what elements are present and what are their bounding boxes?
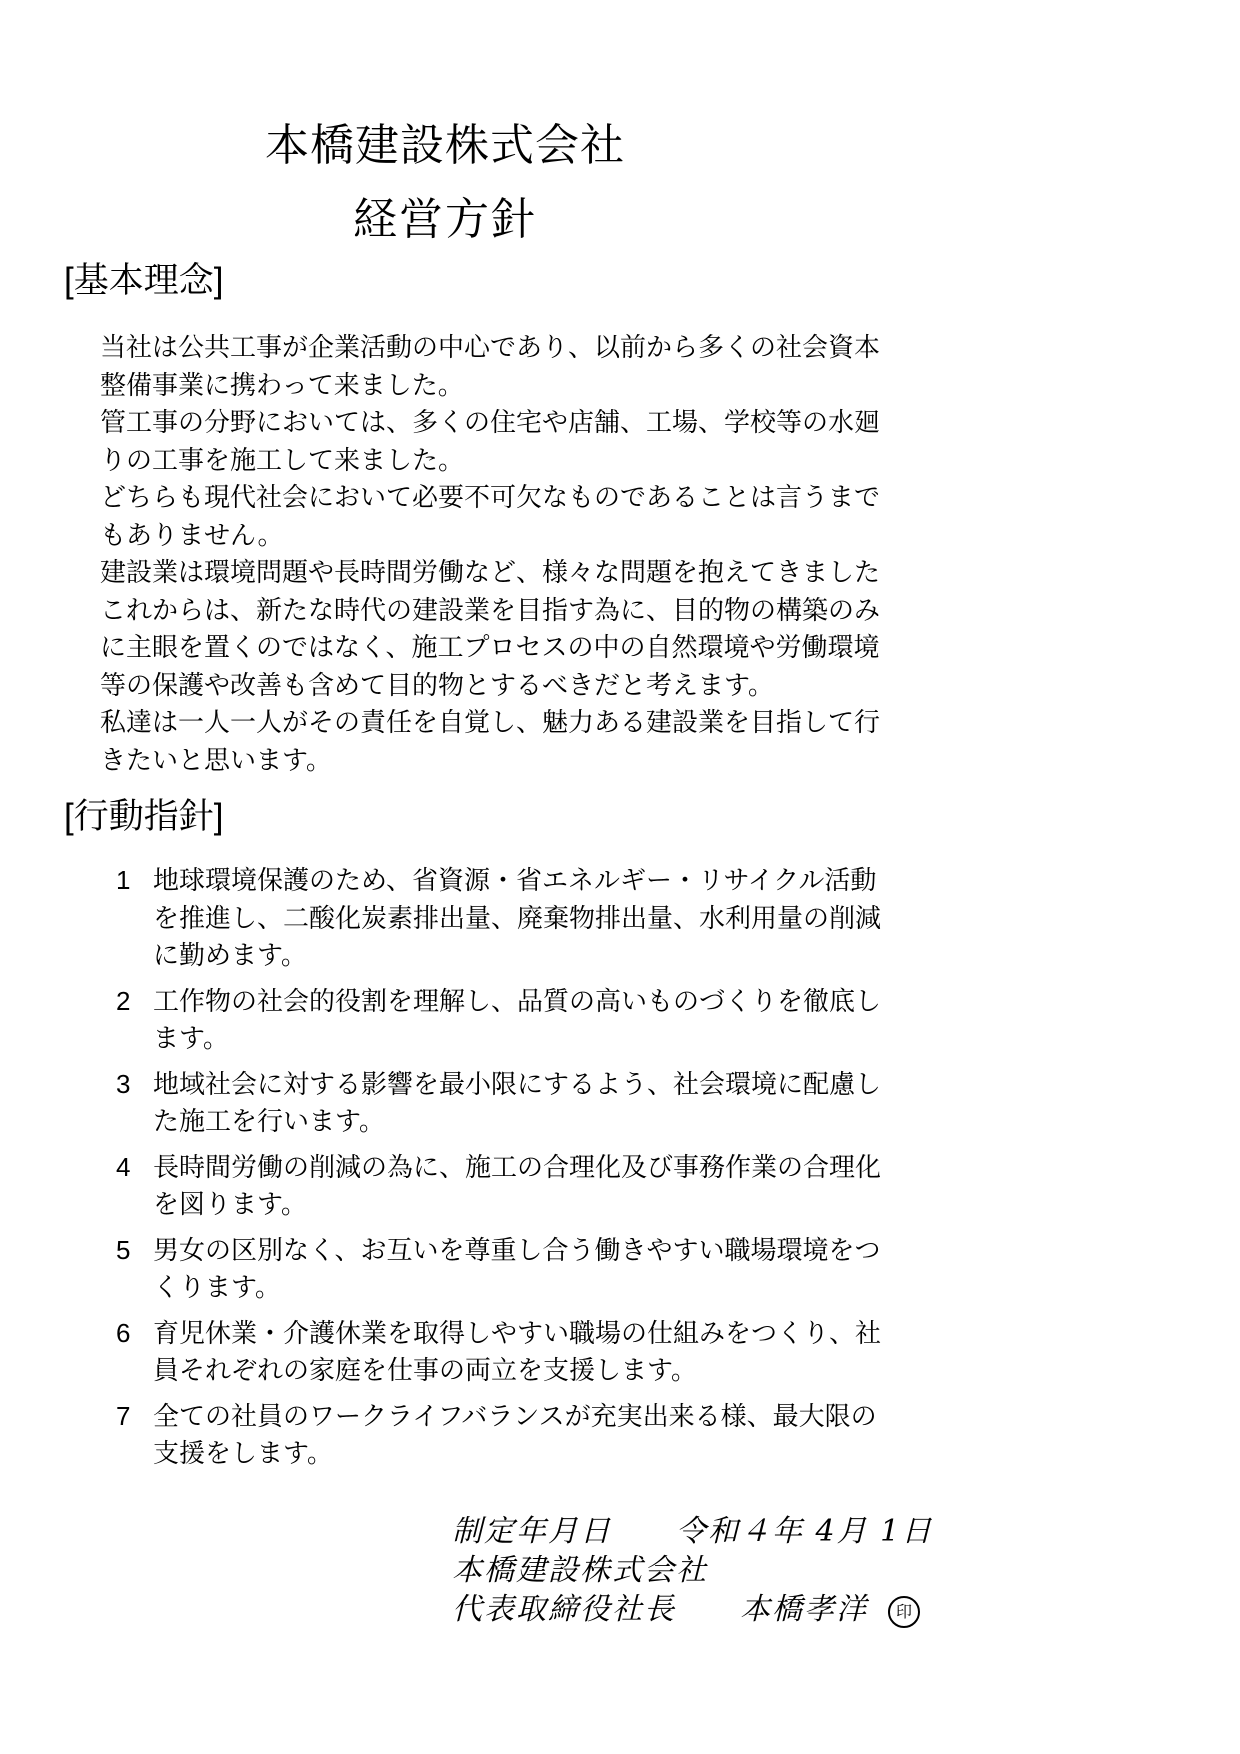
philosophy-line: 建設業は環境問題や長時間労働など、様々な問題を抱えてきました — [100, 557, 881, 587]
philosophy-line: に主眼を置くのではなく、施工プロセスの中の自然環境や労働環境 — [100, 632, 880, 662]
item-line: 育児休業・介護休業を取得しやすい職場の仕組みをつくり、社 — [153, 1317, 882, 1348]
item-number: 2 — [116, 985, 131, 1016]
item-line: を推進し、二酸化炭素排出量、廃棄物排出量、水利用量の削減 — [153, 902, 882, 933]
item-line: 員それぞれの家庭を仕事の両立を支援します。 — [153, 1355, 697, 1385]
item-line: ます。 — [153, 1023, 229, 1053]
philosophy-line: もありません。 — [100, 519, 284, 550]
philosophy-line: どちらも現代社会において必要不可欠なものであることは言うまで — [100, 482, 881, 512]
enactment-date-line: 制定年月日 令和４年 4月 1日 — [452, 1514, 934, 1549]
item-line: 全ての社員のワークライフバランスが充実出来る様、最大限の — [153, 1400, 877, 1431]
item-line: た施工を行います。 — [153, 1106, 385, 1136]
item-line: を図ります。 — [153, 1189, 307, 1219]
item-text — [153, 1398, 923, 1473]
president-signature: 代表取締役社長 本橋孝洋 — [452, 1592, 868, 1627]
philosophy-line: これからは、新たな時代の建設業を目指す為に、目的物の構築のみ — [100, 594, 881, 625]
item-number: 5 — [116, 1234, 131, 1265]
guideline-item-4 — [113, 1149, 923, 1224]
title-block — [0, 121, 890, 244]
item-text — [153, 1149, 923, 1224]
guidelines-section-heading: [行動指針] — [64, 797, 224, 836]
document-subtitle: 経営方針 — [353, 195, 537, 244]
signature-block — [452, 1512, 933, 1629]
item-line: くります。 — [153, 1272, 281, 1302]
company-title: 本橋建設株式会社 — [265, 121, 625, 170]
item-line: 地域社会に対する影響を最小限にするよう、社会環境に配慮し — [153, 1068, 882, 1099]
philosophy-section-heading: [基本理念] — [64, 261, 224, 300]
item-number: 6 — [116, 1317, 131, 1348]
item-line: 地球環境保護のため、省資源・省エネルギー・リサイクル活動 — [153, 865, 877, 895]
guidelines-list — [113, 862, 923, 1481]
item-text — [153, 1315, 923, 1390]
item-line: 男女の区別なく、お互いを尊重し合う働きやすい職場環境をつ — [153, 1234, 881, 1265]
philosophy-line: 管工事の分野においては、多くの住宅や店舗、工場、学校等の水廻 — [100, 407, 881, 437]
philosophy-line: 等の保護や改善も含めて目的物とするべきだと考えます。 — [100, 669, 774, 700]
guideline-item-5 — [113, 1232, 923, 1307]
item-line: に勤めます。 — [153, 940, 307, 970]
guideline-item-1 — [113, 862, 923, 975]
item-text — [153, 1232, 923, 1307]
guideline-item-6 — [113, 1315, 923, 1390]
philosophy-line: 当社は公共工事が企業活動の中心であり、以前から多くの社会資本 — [100, 332, 881, 362]
item-text — [153, 862, 923, 975]
philosophy-line: 整備事業に携わって来ました。 — [100, 369, 464, 400]
item-number: 3 — [116, 1068, 131, 1099]
item-number: 7 — [116, 1400, 131, 1431]
item-line: 長時間労働の削減の為に、施工の合理化及び事務作業の合理化 — [153, 1151, 882, 1182]
item-text — [153, 983, 923, 1058]
philosophy-line: 私達は一人一人がその責任を自覚し、魅力ある建設業を目指して行 — [100, 707, 881, 737]
footer-company-line: 本橋建設株式会社 — [452, 1553, 708, 1588]
philosophy-line: きたいと思います。 — [100, 744, 332, 775]
philosophy-paragraph — [100, 329, 920, 779]
seal-icon: 印 — [888, 1596, 920, 1628]
guideline-item-3 — [113, 1066, 923, 1141]
item-number: 1 — [116, 865, 131, 895]
footer-signature-line — [452, 1590, 933, 1629]
guideline-item-7 — [113, 1398, 923, 1473]
item-line: 工作物の社会的役割を理解し、品質の高いものづくりを徹底し — [153, 985, 882, 1016]
guideline-item-2 — [113, 983, 923, 1058]
item-number: 4 — [116, 1151, 131, 1182]
item-text — [153, 1066, 923, 1141]
item-line: 支援をします。 — [153, 1438, 333, 1468]
philosophy-line: りの工事を施工して来ました。 — [100, 444, 465, 475]
